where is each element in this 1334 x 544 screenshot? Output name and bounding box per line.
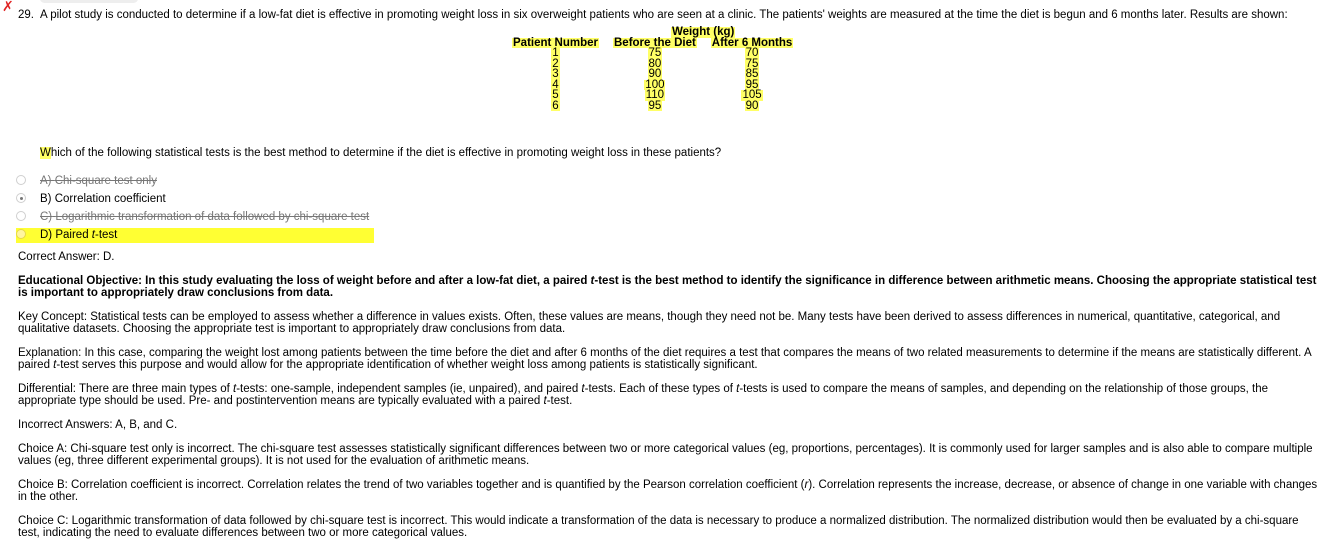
question-number: 29.	[18, 9, 34, 21]
table-row: 3 90 85	[552, 68, 759, 80]
question-prompt: Which of the following statistical tests is the best method to determine if the diet is effective in promoting weight loss in these patients?	[40, 147, 722, 159]
correct-answer: Correct Answer: D.	[18, 251, 115, 263]
option-a[interactable]	[16, 174, 376, 188]
option-b-radio[interactable]	[16, 193, 26, 203]
option-a-radio[interactable]	[16, 175, 26, 185]
top-scroll-indicator	[40, 0, 138, 3]
explanation-text: Explanation: In this case, comparing the weight lost among patients between the time before the diet and after 6 months of the diet requires a test that compares the means of two related measurements to determine if the means are statistically different. A paired t-test serves this purpose and would allow for the appropriate identification of whether weight loss among patients is statistically significant.	[18, 347, 1311, 371]
table-row: 2 80 75	[552, 57, 759, 70]
col-header-before: Before the Diet	[614, 36, 696, 49]
option-b[interactable]	[16, 192, 376, 206]
key-concept: Key Concept: Statistical tests can be employed to assess whether a difference in values exists. Often, these values are means, though they need not be. Many tests have been derived to assess differences in numerical, quantitative, categorical, and qualitative datasets. Choosing the appropriate test is important to appropriately draw conclusions from data.	[18, 311, 1281, 335]
table-row: 6 95 90	[552, 99, 759, 112]
option-b-label: B) Correlation coefficient	[40, 193, 166, 205]
choice-a-explanation: Choice A: Chi-square test only is incorrect. The chi-square test assesses statistically significant differences between two or more categorical values (eg, proportions, percentages). It is commonly used for larger samples and is also able to compare multiple values (eg, three different experimental groups). It is not used for the evaluation of arithmetic means.	[18, 443, 1313, 467]
weight-table	[512, 27, 793, 111]
option-a-label: A) Chi-square test only	[40, 175, 157, 187]
differential-text: Differential: There are three main types of t-tests: one-sample, independent samples (ie, unpaired), and paired t-tests. Each of these types of t-tests is used to compare the means of samples, and depending on the relationship of those groups, the appropriate type should be used. Pre- and postintervention means are typically evaluated with a paired t-test.	[18, 383, 1268, 407]
weight-group-header: Weight (kg)	[671, 26, 735, 38]
table-row: 4 100 95	[552, 78, 759, 91]
option-c-radio[interactable]	[16, 211, 26, 221]
x-mark-icon: ✗	[2, 0, 14, 14]
choice-c-explanation: Choice C: Logarithmic transformation of data followed by chi-square test is incorrect. This would indicate a transformation of the data is necessary to produce a normalized distribution. The normalized distribution would then be evaluated by a chi-square test, indicating the need to evaluate differences between two or more categorical values.	[18, 515, 1299, 539]
option-d[interactable]	[16, 228, 374, 243]
option-c-label: C) Logarithmic transformation of data followed by chi-square test	[40, 211, 370, 223]
educational-objective: Educational Objective: In this study evaluating the loss of weight before and after a low-fat diet, a paired t-test is the best method to identify the significance in difference between arithmetic means. Choosing the appropriate statistical test is important to appropriately draw conclusions from data.	[18, 275, 1317, 299]
option-c[interactable]	[16, 210, 376, 224]
option-d-label: D) Paired t-test	[40, 229, 118, 241]
col-header-after: After 6 Months	[711, 36, 793, 49]
col-header-patient: Patient Number	[513, 36, 598, 49]
question-stem: A pilot study is conducted to determine if a low-fat diet is effective in promoting weight loss in six overweight patients who are seen at a clinic. The patients' weights are measured at the time the diet is begun and 6 months later. Results are shown:	[40, 9, 1288, 21]
table-row: 1 75 70	[552, 47, 759, 59]
choice-b-explanation: Choice B: Correlation coefficient is incorrect. Correlation relates the trend of two variables together and is quantified by the Pearson correlation coefficient (r). Correlation represents the increase, decrease, or absence of change in one variable with changes in the other.	[18, 479, 1318, 503]
option-d-radio[interactable]	[16, 229, 26, 239]
table-row: 5 110 105	[552, 89, 762, 101]
incorrect-answers: Incorrect Answers: A, B, and C.	[18, 419, 178, 431]
